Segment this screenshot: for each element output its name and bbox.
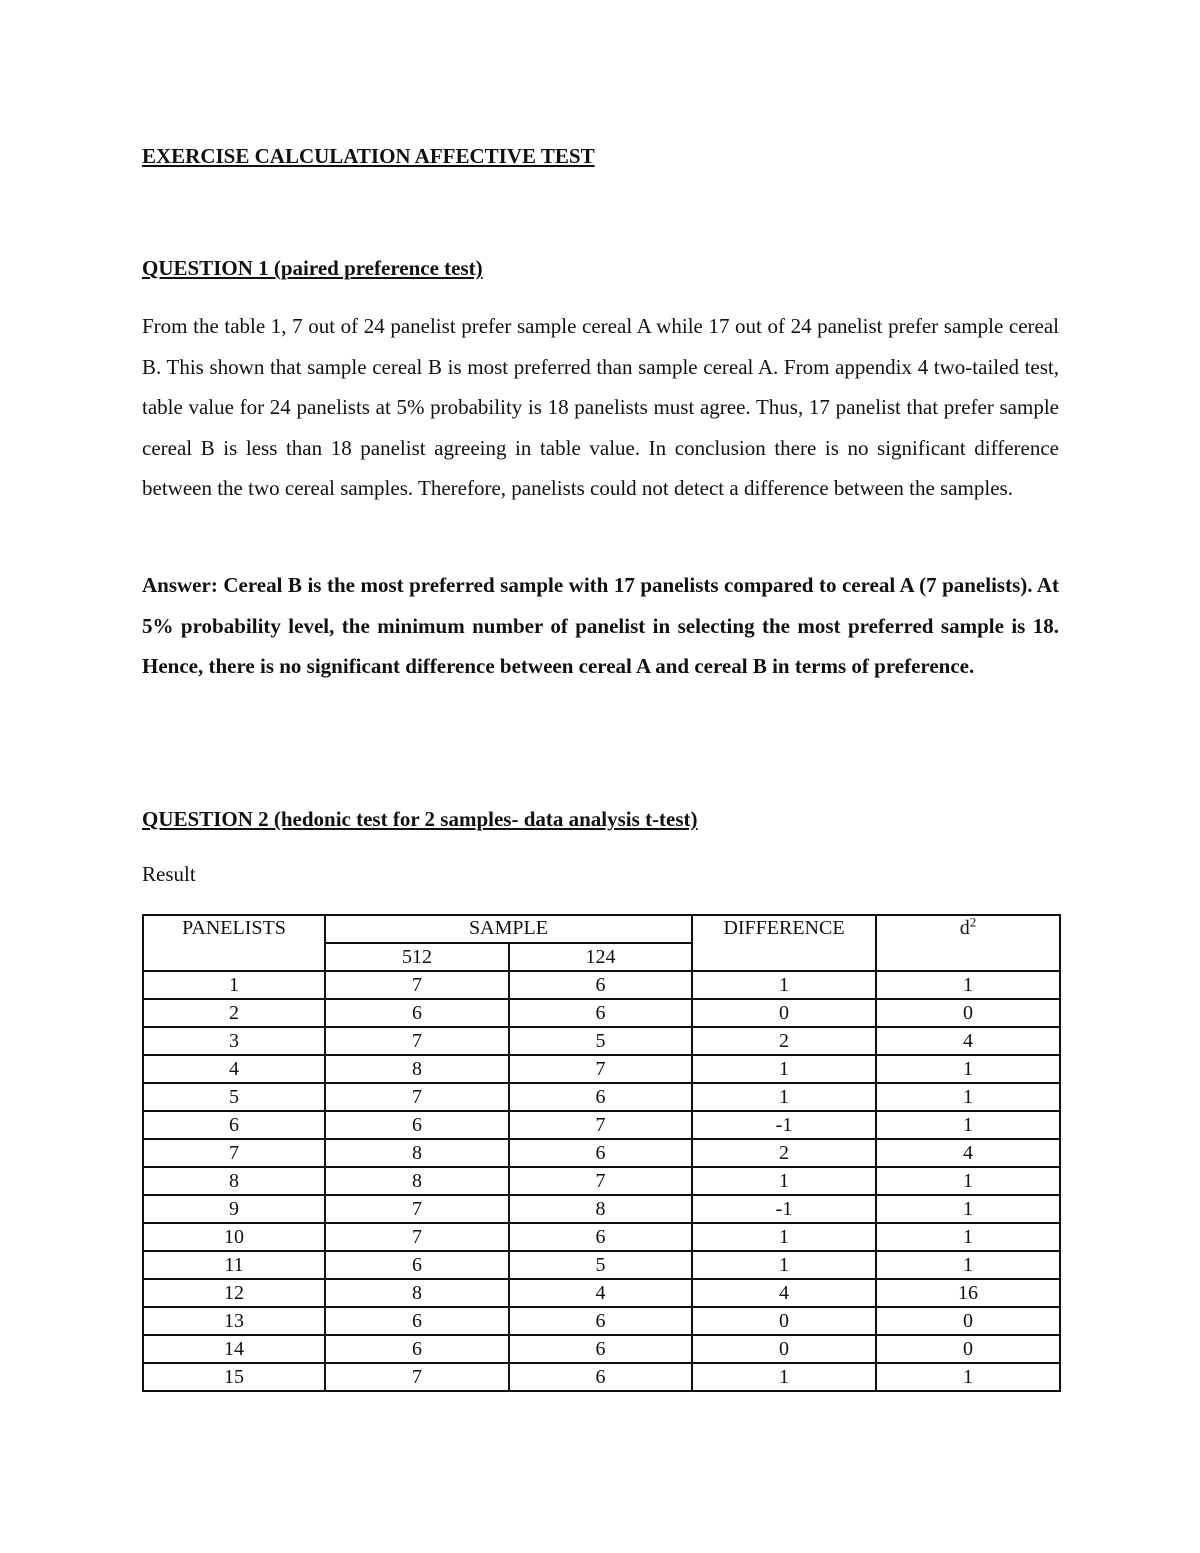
table-row xyxy=(143,1307,1060,1335)
cell-sample-124: 7 xyxy=(509,1167,692,1195)
table-row xyxy=(143,1195,1060,1223)
header-d-sup: 2 xyxy=(969,914,977,930)
cell-panelist: 14 xyxy=(143,1335,325,1363)
cell-d-squared: 1 xyxy=(876,1111,1060,1139)
table-row xyxy=(143,971,1060,999)
cell-difference: 2 xyxy=(692,1139,876,1167)
cell-panelist: 5 xyxy=(143,1083,325,1111)
cell-panelist: 10 xyxy=(143,1223,325,1251)
table-row xyxy=(143,1167,1060,1195)
cell-sample-124: 6 xyxy=(509,1083,692,1111)
cell-sample-512: 7 xyxy=(325,971,509,999)
cell-sample-512: 6 xyxy=(325,1307,509,1335)
table-row xyxy=(143,1111,1060,1139)
table-row xyxy=(143,1279,1060,1307)
cell-sample-124: 6 xyxy=(509,1363,692,1391)
cell-difference: 2 xyxy=(692,1027,876,1055)
cell-d-squared: 4 xyxy=(876,1139,1060,1167)
cell-d-squared: 1 xyxy=(876,1195,1060,1223)
cell-d-squared: 1 xyxy=(876,1251,1060,1279)
document-title: EXERCISE CALCULATION AFFECTIVE TEST xyxy=(142,144,595,168)
table-row xyxy=(143,999,1060,1027)
cell-panelist: 8 xyxy=(143,1167,325,1195)
cell-sample-512: 6 xyxy=(325,1335,509,1363)
cell-sample-124: 4 xyxy=(509,1279,692,1307)
cell-d-squared: 1 xyxy=(876,1055,1060,1083)
cell-d-squared: 4 xyxy=(876,1027,1060,1055)
header-d-base: d xyxy=(959,917,970,939)
cell-panelist: 9 xyxy=(143,1195,325,1223)
header-d-squared xyxy=(876,915,1060,971)
cell-sample-124: 6 xyxy=(509,1335,692,1363)
cell-panelist: 1 xyxy=(143,971,325,999)
cell-panelist: 12 xyxy=(143,1279,325,1307)
cell-panelist: 3 xyxy=(143,1027,325,1055)
header-difference: DIFFERENCE xyxy=(692,915,876,971)
cell-sample-512: 8 xyxy=(325,1055,509,1083)
cell-d-squared: 1 xyxy=(876,971,1060,999)
cell-sample-512: 6 xyxy=(325,999,509,1027)
cell-difference: 4 xyxy=(692,1279,876,1307)
cell-sample-124: 6 xyxy=(509,1139,692,1167)
cell-panelist: 7 xyxy=(143,1139,325,1167)
cell-sample-512: 7 xyxy=(325,1363,509,1391)
cell-panelist: 2 xyxy=(143,999,325,1027)
cell-difference: 1 xyxy=(692,971,876,999)
table-row xyxy=(143,1083,1060,1111)
cell-difference: -1 xyxy=(692,1195,876,1223)
cell-sample-124: 6 xyxy=(509,1223,692,1251)
cell-sample-124: 6 xyxy=(509,1307,692,1335)
header-sample: SAMPLE xyxy=(325,915,692,943)
cell-sample-512: 7 xyxy=(325,1223,509,1251)
cell-difference: 1 xyxy=(692,1363,876,1391)
cell-difference: 0 xyxy=(692,999,876,1027)
cell-panelist: 6 xyxy=(143,1111,325,1139)
cell-d-squared: 1 xyxy=(876,1083,1060,1111)
question-2-heading: QUESTION 2 (hedonic test for 2 samples- data analysis t-test) xyxy=(142,807,698,831)
cell-sample-512: 7 xyxy=(325,1195,509,1223)
cell-difference: -1 xyxy=(692,1111,876,1139)
header-panelists: PANELISTS xyxy=(143,915,325,971)
cell-difference: 1 xyxy=(692,1083,876,1111)
results-table xyxy=(142,914,1061,1392)
cell-d-squared: 1 xyxy=(876,1167,1060,1195)
cell-sample-512: 7 xyxy=(325,1083,509,1111)
cell-panelist: 13 xyxy=(143,1307,325,1335)
cell-difference: 1 xyxy=(692,1223,876,1251)
header-sample-124: 124 xyxy=(509,943,692,971)
cell-sample-512: 6 xyxy=(325,1111,509,1139)
cell-sample-512: 8 xyxy=(325,1279,509,1307)
cell-sample-512: 8 xyxy=(325,1167,509,1195)
table-row xyxy=(143,1027,1060,1055)
answer-label: Answer: xyxy=(142,573,218,597)
cell-d-squared: 0 xyxy=(876,1335,1060,1363)
cell-panelist: 15 xyxy=(143,1363,325,1391)
cell-difference: 0 xyxy=(692,1307,876,1335)
table-header-row xyxy=(143,915,1060,943)
table-row xyxy=(143,1335,1060,1363)
question-1-heading: QUESTION 1 (paired preference test) xyxy=(142,256,483,280)
question-1-body: From the table 1, 7 out of 24 panelist prefer sample cereal A while 17 out of 24 panelist prefer sample cereal B. This shown that sample cereal B is most preferred than sample cereal A. From appendix 4 two-tailed test, table value for 24 panelists at 5% probability is 18 panelists must agree. Thus, 17 panelist that prefer sample cereal B is less than 18 panelist agreeing in table value. In conclusion there is no significant difference between the two cereal samples. Therefore, panelists could not detect a difference between the samples. xyxy=(142,314,1059,500)
cell-panelist: 11 xyxy=(143,1251,325,1279)
question-1-answer xyxy=(142,565,1059,687)
result-label: Result xyxy=(142,862,196,886)
cell-difference: 1 xyxy=(692,1055,876,1083)
answer-text: Cereal B is the most preferred sample with 17 panelists compared to cereal A (7 panelists). At 5% probability level, the minimum number of panelist in selecting the most preferred sample is 18. Hence, there is no significant difference between cereal A and cereal B in terms of preference. xyxy=(142,573,1060,678)
cell-panelist: 4 xyxy=(143,1055,325,1083)
cell-sample-512: 6 xyxy=(325,1251,509,1279)
cell-d-squared: 1 xyxy=(876,1363,1060,1391)
cell-sample-512: 8 xyxy=(325,1139,509,1167)
table-row xyxy=(143,1251,1060,1279)
table-row xyxy=(143,1363,1060,1391)
cell-difference: 1 xyxy=(692,1167,876,1195)
cell-sample-124: 8 xyxy=(509,1195,692,1223)
cell-sample-512: 7 xyxy=(325,1027,509,1055)
cell-d-squared: 0 xyxy=(876,999,1060,1027)
cell-sample-124: 6 xyxy=(509,999,692,1027)
cell-d-squared: 0 xyxy=(876,1307,1060,1335)
cell-sample-124: 5 xyxy=(509,1027,692,1055)
table-body xyxy=(143,971,1060,1391)
table-row xyxy=(143,1139,1060,1167)
header-sample-512: 512 xyxy=(325,943,509,971)
cell-sample-124: 7 xyxy=(509,1111,692,1139)
cell-difference: 0 xyxy=(692,1335,876,1363)
table-row xyxy=(143,1055,1060,1083)
table-row xyxy=(143,1223,1060,1251)
cell-d-squared: 16 xyxy=(876,1279,1060,1307)
cell-d-squared: 1 xyxy=(876,1223,1060,1251)
cell-difference: 1 xyxy=(692,1251,876,1279)
cell-sample-124: 5 xyxy=(509,1251,692,1279)
cell-sample-124: 6 xyxy=(509,971,692,999)
cell-sample-124: 7 xyxy=(509,1055,692,1083)
